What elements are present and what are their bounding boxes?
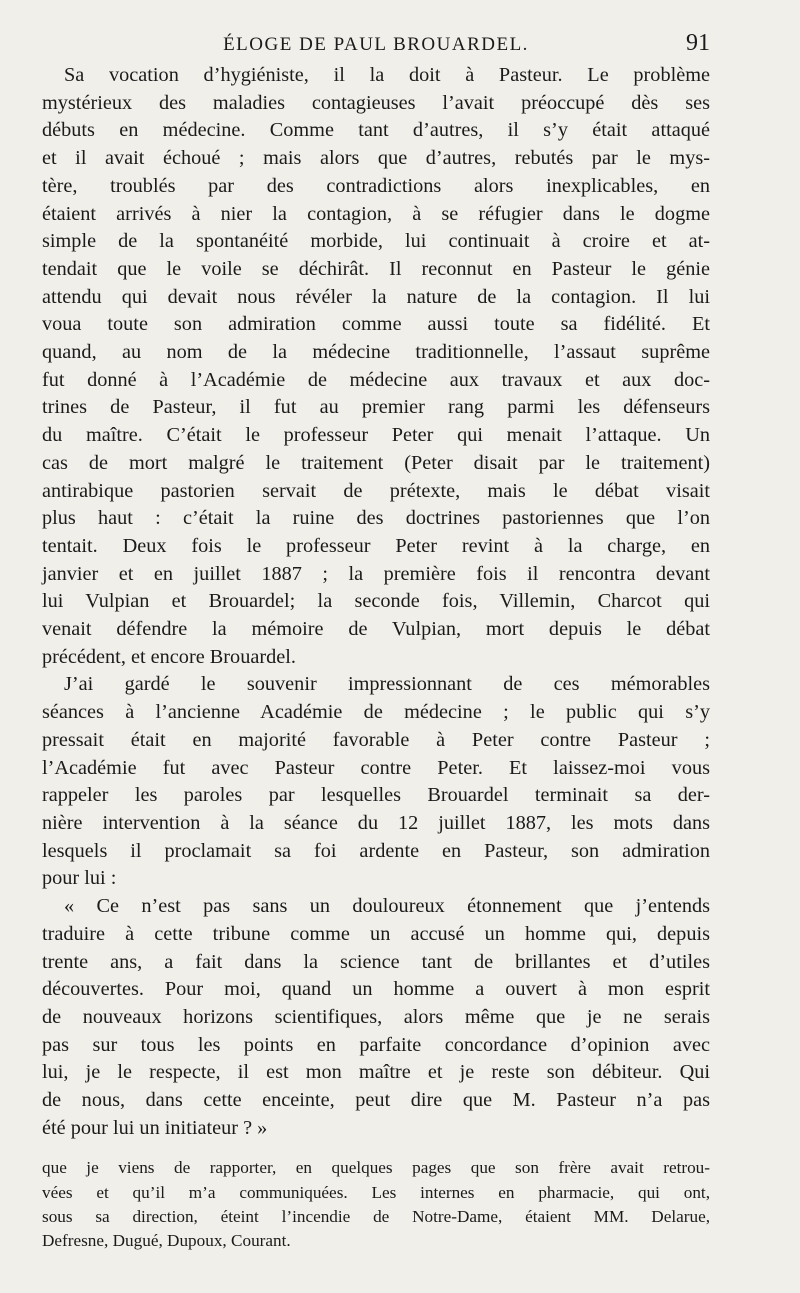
text-line: janvier et en juillet 1887 ; la première fois il rencontra devant [42,562,710,585]
text-line: séances à l’ancienne Académie de médecine ; le public qui s’y [42,701,710,724]
footnote-line: que je viens de rapporter, en quelques pages que son frère avait retrou- [42,1158,710,1178]
text-line: pressait était en majorité favorable à Peter contre Pasteur ; [42,728,710,751]
page-number: 91 [686,30,710,56]
text-line: tendait que le voile se déchirât. Il reconnut en Pasteur le génie [42,257,710,280]
text-line: précédent, et encore Brouardel. [42,645,296,668]
text-line: de nous, dans cette enceinte, peut dire que M. Pasteur n’a pas [42,1089,710,1112]
text-line: lesquels il proclamait sa foi ardente en Pasteur, son admiration [42,839,710,862]
text-line: traduire à cette tribune comme un accusé un homme qui, depuis [42,922,710,945]
text-line: pas sur tous les points en parfaite concordance d’opinion avec [42,1033,710,1056]
text-line: trines de Pasteur, il fut au premier rang parmi les défenseurs [42,396,710,419]
text-line: lui, je le respecte, il est mon maître et je reste son débiteur. Qui [42,1061,710,1084]
text-line: voua toute son admiration comme aussi toute sa fidélité. Et [42,313,710,336]
text-line: simple de la spontanéité morbide, lui continuait à croire et at- [42,230,710,253]
text-line: trente ans, a fait dans la science tant de brillantes et d’utiles [42,950,710,973]
text-line: débuts en médecine. Comme tant d’autres, il s’y était attaqué [42,119,710,142]
text-line: quand, au nom de la médecine traditionnelle, l’assaut suprême [42,341,710,364]
footnote-line: Defresne, Dugué, Dupoux, Courant. [42,1231,291,1251]
text-line: rappeler les paroles par lesquelles Brouardel terminait sa der- [42,784,710,807]
book-page [42,30,710,1253]
footnote [42,1156,710,1253]
text-line: « Ce n’est pas sans un douloureux étonnement que j’entends [64,895,710,918]
text-line: tère, troublés par des contradictions alors inexplicables, en [42,174,710,197]
text-line: cas de mort malgré le traitement (Peter disait par le traitement) [42,451,710,474]
text-line: l’Académie fut avec Pasteur contre Peter. Et laissez-moi vous [42,756,710,779]
text-line: pour lui : [42,867,117,890]
footnote-line: vées et qu’il m’a communiquées. Les internes en pharmacie, qui ont, [42,1182,710,1202]
text-line: nière intervention à la séance du 12 juillet 1887, les mots dans [42,811,710,834]
text-line: fut donné à l’Académie de médecine aux travaux et aux doc- [42,368,710,391]
text-line: été pour lui un initiateur ? » [42,1116,268,1139]
text-line: étaient arrivés à nier la contagion, à se réfugier dans le dogme [42,202,710,225]
running-title: ÉLOGE DE PAUL BROUARDEL. [223,34,529,55]
text-line: tentait. Deux fois le professeur Peter revint à la charge, en [42,534,710,557]
text-line: plus haut : c’était la ruine des doctrines pastoriennes que l’on [42,507,710,530]
footnote-separator [42,1142,710,1156]
body-text [42,62,710,1142]
text-line: antirabique pastorien servait de prétexte, mais le débat visait [42,479,710,502]
footnote-line: sous sa direction, éteint l’incendie de Notre-Dame, étaient MM. Delarue, [42,1206,710,1226]
running-head [42,30,710,62]
text-line: lui Vulpian et Brouardel; la seconde fois, Villemin, Charcot qui [42,590,710,613]
text-line: du maître. C’était le professeur Peter qui menait l’attaque. Un [42,424,710,447]
text-line: découvertes. Pour moi, quand un homme a ouvert à mon esprit [42,978,710,1001]
text-line: attendu qui devait nous révéler la nature de la contagion. Il lui [42,285,710,308]
text-line: de nouveaux horizons scientifiques, alors même que je ne serais [42,1005,710,1028]
text-line: Sa vocation d’hygiéniste, il la doit à Pasteur. Le problème [64,64,710,86]
text-line: venait défendre la mémoire de Vulpian, mort depuis le débat [42,618,710,641]
text-line: mystérieux des maladies contagieuses l’avait préoccupé dès ses [42,91,710,114]
text-line: J’ai gardé le souvenir impressionnant de ces mémorables [64,673,710,696]
text-line: et il avait échoué ; mais alors que d’autres, rebutés par le mys- [42,147,710,170]
